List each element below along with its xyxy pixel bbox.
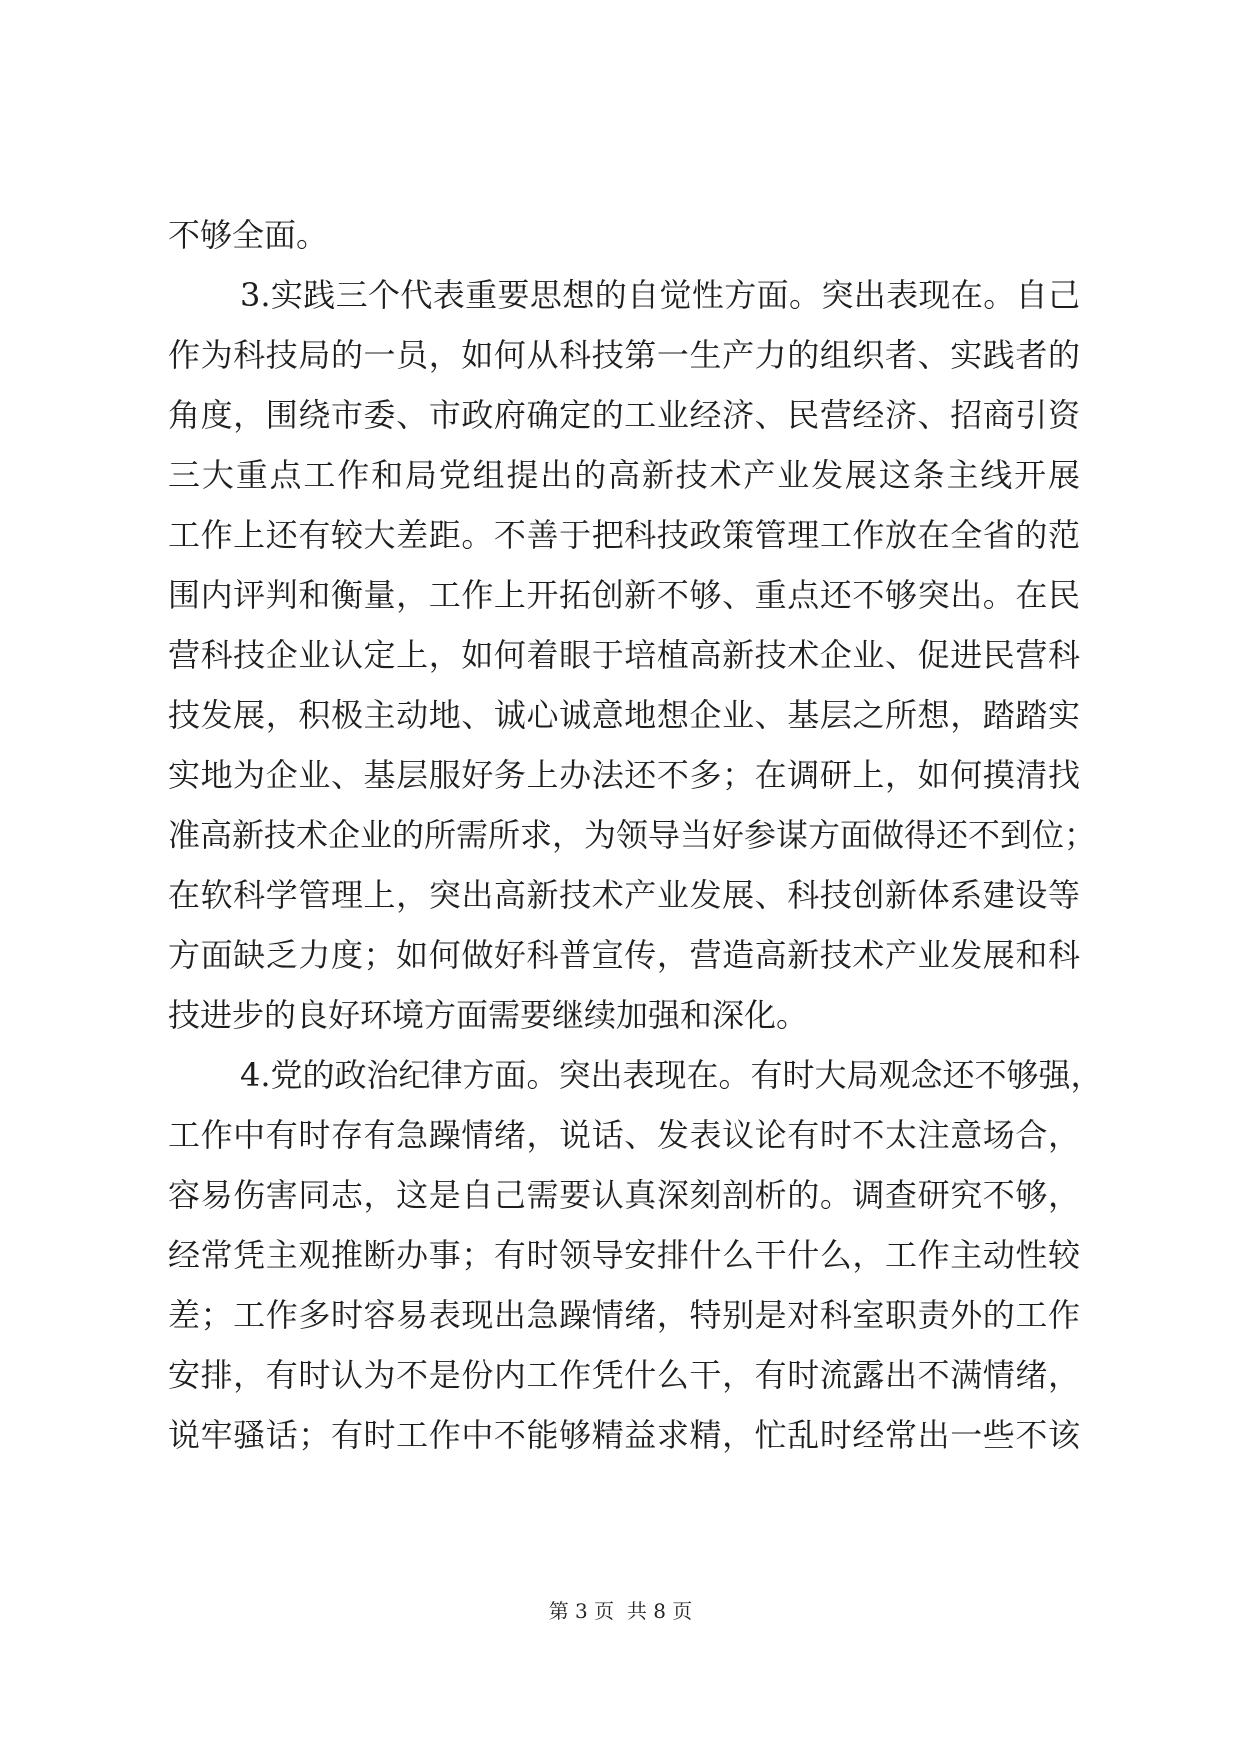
- page-number-label: 第 3 页 共 8 页: [548, 1599, 693, 1623]
- text-line: 角度，围绕市委、市政府确定的工业经济、民营经济、招商引资: [168, 396, 1080, 434]
- text-line: 在软科学管理上，突出高新技术产业发展、科技创新体系建设等: [168, 876, 1080, 914]
- text-line: 技发展，积极主动地、诚心诚意地想企业、基层之所想，踏踏实: [168, 696, 1080, 734]
- text-line: 技进步的良好环境方面需要继续加强和深化。: [168, 996, 809, 1034]
- text-line: 差；工作多时容易表现出急躁情绪，特别是对科室职责外的工作: [168, 1296, 1080, 1334]
- text-line: 准高新技术企业的所需所求，为领导当好参谋方面做得还不到位；: [168, 816, 1097, 854]
- text-line: 经常凭主观推断办事；有时领导安排什么干什么，工作主动性较: [168, 1236, 1080, 1274]
- paragraph-3-first-line: 3.实践三个代表重要思想的自觉性方面。突出表现在。自己: [240, 276, 1080, 314]
- page-footer: [0, 1596, 1241, 1626]
- paragraph-4-first-line: 4.党的政治纪律方面。突出表现在。有时大局观念还不够强，: [240, 1056, 1103, 1094]
- text-line: 作为科技局的一员，如何从科技第一生产力的组织者、实践者的: [168, 336, 1080, 374]
- document-body: [168, 205, 1103, 1465]
- text-line: 围内评判和衡量，工作上开拓创新不够、重点还不够突出。在民: [168, 576, 1080, 614]
- text-line: 安排，有时认为不是份内工作凭什么干，有时流露出不满情绪，: [168, 1356, 1080, 1394]
- text-line: 方面缺乏力度；如何做好科普宣传，营造高新技术产业发展和科: [168, 936, 1080, 974]
- text-line: 不够全面。: [168, 216, 329, 254]
- text-line: 容易伤害同志，这是自己需要认真深刻剖析的。调查研究不够，: [168, 1176, 1080, 1214]
- text-line: 工作上还有较大差距。不善于把科技政策管理工作放在全省的范: [168, 516, 1080, 554]
- text-line: 三大重点工作和局党组提出的高新技术产业发展这条主线开展: [168, 456, 1080, 494]
- text-line: 说牢骚话；有时工作中不能够精益求精，忙乱时经常出一些不该: [168, 1416, 1080, 1454]
- text-line: 实地为企业、基层服好务上办法还不多；在调研上，如何摸清找: [168, 756, 1080, 794]
- text-line: 工作中有时存有急躁情绪，说话、发表议论有时不太注意场合，: [168, 1116, 1080, 1154]
- text-line: 营科技企业认定上，如何着眼于培植高新技术企业、促进民营科: [168, 636, 1080, 674]
